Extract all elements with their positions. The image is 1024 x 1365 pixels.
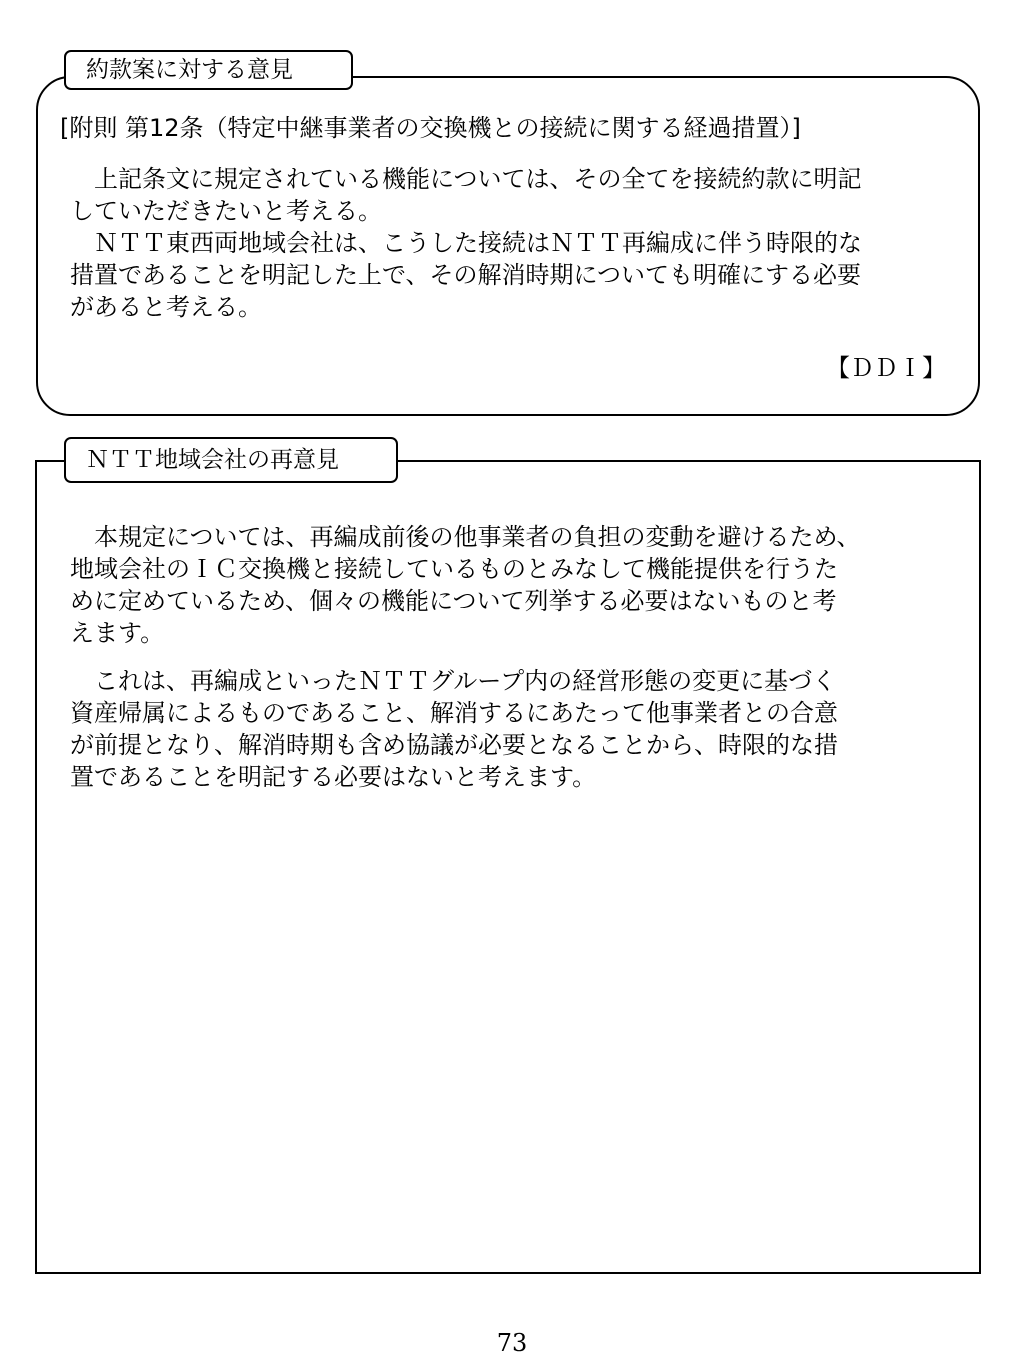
page-number: 73 [496, 1329, 528, 1357]
text-line: ＮＴＴ東西両地域会社は、こうした接続はＮＴＴ再編成に伴う時限的な [70, 229, 862, 257]
article-reference: [附則 第12条（特定中継事業者の交換機との接続に関する経過措置）] [60, 114, 801, 142]
text-line: 置であることを明記する必要はないと考えます。 [70, 763, 597, 791]
text-line: これは、再編成といったＮＴＴグループ内の経営形態の変更に基づく [70, 667, 837, 695]
text-line: が前提となり、解消時期も含め協議が必要となることから、時限的な措 [70, 731, 838, 759]
text-line: えます。 [70, 619, 165, 647]
text-line: 措置であることを明記した上で、その解消時期についても明確にする必要 [70, 261, 862, 289]
proposal-paragraph-1 [70, 163, 862, 227]
text-line: があると考える。 [70, 293, 262, 321]
ntt-response-heading: ＮＴＴ地域会社の再意見 [64, 437, 398, 483]
text-line: 本規定については、再編成前後の他事業者の負担の変動を避けるため、 [70, 523, 861, 551]
submitter-signature: 【ＤＤＩ】 [826, 354, 946, 382]
proposal-opinion-heading: 約款案に対する意見 [64, 50, 353, 90]
text-line: 上記条文に規定されている機能については、その全てを接続約款に明記 [70, 165, 862, 193]
proposal-paragraph-2 [70, 227, 862, 323]
text-line: 地域会社のＩＣ交換機と接続しているものとみなして機能提供を行うた [70, 555, 838, 583]
response-paragraph-2 [70, 665, 838, 793]
text-line: めに定めているため、個々の機能について列挙する必要はないものと考 [70, 587, 837, 615]
text-line: していただきたいと考える。 [70, 197, 382, 225]
response-paragraph-1 [70, 521, 861, 649]
text-line: 資産帰属によるものであること、解消するにあたって他事業者との合意 [70, 699, 838, 727]
